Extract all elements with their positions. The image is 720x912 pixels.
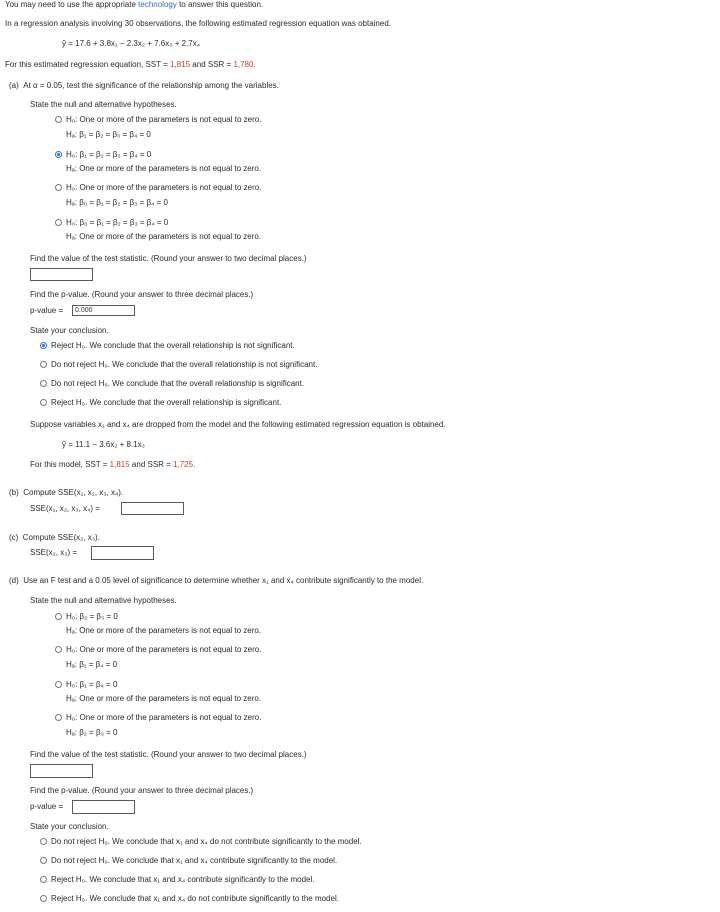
period: . xyxy=(253,60,256,69)
radio-button[interactable] xyxy=(40,895,47,902)
part-a-stat-prompt: Find the value of the test statistic. (Round your answer to two decimal places.) xyxy=(30,254,307,263)
part-d-option-3[interactable] xyxy=(55,680,117,690)
part-d-conclusion-3[interactable] xyxy=(40,875,315,885)
part-b-label: (b) xyxy=(9,488,19,497)
radio-button[interactable] xyxy=(40,380,47,387)
part-d-conclusion-4[interactable] xyxy=(40,894,339,904)
part-a-pval-prompt: Find the p-value. (Round your answer to three decimal places.) xyxy=(30,290,254,299)
radio-button[interactable] xyxy=(55,116,62,123)
part-a-hyp-prompt: State the null and alternative hypotheses. xyxy=(30,100,177,109)
part-b-field-label: SSE(x₁, x₂, x₃, x₄) = xyxy=(30,504,100,513)
part-c-field-label: SSE(x₂, x₃) = xyxy=(30,548,78,557)
h0-text: H₀: β₂ = β₃ = 0 xyxy=(66,612,118,621)
conclusion-text: Do not reject H₀. We conclude that the overall relationship is not significant. xyxy=(51,360,318,369)
conclusion-text: Do not reject H₀. We conclude that x₁ and x₄ contribute significantly to the model. xyxy=(51,856,338,865)
radio-button[interactable] xyxy=(40,399,47,406)
conclusion-text: Do not reject H₀. We conclude that the overall relationship is significant. xyxy=(51,379,305,388)
part-c-label: (c) xyxy=(9,533,19,542)
radio-button[interactable] xyxy=(55,646,62,653)
conclusion-text: Reject H₀. We conclude that the overall relationship is not significant. xyxy=(51,341,295,350)
sst-value: 1,815 xyxy=(109,460,130,469)
part-d-option-1[interactable] xyxy=(55,612,118,622)
part-d-test-statistic-input[interactable] xyxy=(30,764,93,778)
part-d-conclusion-1[interactable] xyxy=(40,837,362,847)
part-a-prompt: At α = 0.05, test the significance of the relationship among the variables. xyxy=(23,81,279,90)
part-c-header xyxy=(9,533,100,543)
part-a-test-statistic-input[interactable] xyxy=(30,268,93,281)
radio-button[interactable] xyxy=(55,681,62,688)
radio-button-selected[interactable] xyxy=(55,151,62,158)
part-d-option-2[interactable] xyxy=(55,645,261,655)
h0-text: H₀: β₁ = β₄ = 0 xyxy=(66,680,118,689)
reduced-equation: ŷ = 11.1 − 3.6x₂ + 8.1x₃ xyxy=(62,440,145,449)
part-a-conclusion-4[interactable] xyxy=(40,398,281,408)
h0-text: H₀: β₀ = β₁ = β₂ = β₃ = β₄ = 0 xyxy=(66,218,169,227)
part-d-pval-prompt: Find the p-value. (Round your answer to three decimal places.) xyxy=(30,786,254,795)
intro-line-2: In a regression analysis involving 30 observations, the following estimated regression equation was obtained. xyxy=(5,19,392,28)
sst-ssr-line xyxy=(5,60,256,70)
ha-text: Hₐ: One or more of the parameters is not equal to zero. xyxy=(66,232,262,241)
conclusion-text: Reject H₀. We conclude that x₁ and x₄ contribute significantly to the model. xyxy=(51,875,315,884)
h0-text: H₀: One or more of the parameters is not equal to zero. xyxy=(66,183,262,192)
part-a-conclusion-2[interactable] xyxy=(40,360,317,370)
part-d-header xyxy=(9,576,423,586)
sst-label: For this model, SST = xyxy=(30,460,110,469)
radio-button[interactable] xyxy=(40,876,47,883)
sst-value: 1,815 xyxy=(170,60,191,69)
ssr-label: and SSR = xyxy=(129,460,174,469)
regression-equation: ŷ = 17.6 + 3.8x₁ − 2.3x₂ + 7.6x₃ + 2.7x₄ xyxy=(62,39,200,48)
ssr-label: and SSR = xyxy=(190,60,234,69)
sse-full-input[interactable] xyxy=(121,502,184,515)
reduced-sst-ssr-line xyxy=(30,460,195,470)
part-c-prompt: Compute SSE(x₂, x₃). xyxy=(22,533,100,542)
reduced-model-text: Suppose variables x₁ and x₄ are dropped from the model and the following estimated regression equation is obtained. xyxy=(30,420,446,429)
part-a-pval-label: p-value = xyxy=(30,306,64,315)
part-d-hyp-prompt: State the null and alternative hypotheses. xyxy=(30,596,177,605)
radio-button-selected[interactable] xyxy=(40,342,47,349)
radio-button[interactable] xyxy=(40,857,47,864)
part-a-conclusion-3[interactable] xyxy=(40,379,304,389)
sse-reduced-input[interactable] xyxy=(91,546,154,560)
conclusion-text: Reject H₀. We conclude that x₁ and x₄ do not contribute significantly to the model. xyxy=(51,894,339,903)
h0-text: H₀: β₁ = β₂ = β₃ = β₄ = 0 xyxy=(66,150,152,159)
part-a-option-1[interactable] xyxy=(55,115,261,125)
part-a-concl-prompt: State your conclusion. xyxy=(30,326,109,335)
part-b-header xyxy=(9,488,123,498)
part-d-concl-prompt: State your conclusion. xyxy=(30,822,109,831)
ssr-value: 1,780 xyxy=(233,60,254,69)
conclusion-text: Do not reject H₀. We conclude that x₁ and x₄ do not contribute significantly to the model. xyxy=(51,837,362,846)
ha-text: Hₐ: β₁ = β₄ = 0 xyxy=(66,660,118,669)
part-a-option-3[interactable] xyxy=(55,183,261,193)
h0-text: H₀: One or more of the parameters is not equal to zero. xyxy=(66,645,262,654)
conclusion-text: Reject H₀. We conclude that the overall relationship is significant. xyxy=(51,398,282,407)
h0-text: H₀: One or more of the parameters is not equal to zero. xyxy=(66,115,262,124)
part-d-prompt: Use an F test and a 0.05 level of significance to determine whether x₁ and x₄ contribute significantly to the model. xyxy=(23,576,424,585)
ha-text: Hₐ: One or more of the parameters is not equal to zero. xyxy=(66,626,262,635)
ha-text: Hₐ: β₁ = β₂ = β₃ = β₄ = 0 xyxy=(66,130,151,139)
part-a-option-2[interactable] xyxy=(55,150,151,160)
ha-text: Hₐ: β₀ = β₁ = β₂ = β₃ = β₄ = 0 xyxy=(66,198,168,207)
radio-button[interactable] xyxy=(55,714,62,721)
part-a-option-4[interactable] xyxy=(55,218,168,228)
radio-button[interactable] xyxy=(55,184,62,191)
intro-text: You may need to use the appropriate xyxy=(5,0,139,9)
ha-text: Hₐ: One or more of the parameters is not equal to zero. xyxy=(66,164,262,173)
radio-button[interactable] xyxy=(40,361,47,368)
intro-line-1 xyxy=(5,0,263,10)
part-d-option-4[interactable] xyxy=(55,713,261,723)
part-a-conclusion-1[interactable] xyxy=(40,341,295,351)
h0-text: H₀: One or more of the parameters is not equal to zero. xyxy=(66,713,262,722)
radio-button[interactable] xyxy=(55,613,62,620)
sst-label: For this estimated regression equation, SST = xyxy=(5,60,171,69)
ha-text: Hₐ: β₂ = β₃ = 0 xyxy=(66,728,118,737)
part-a-label: (a) xyxy=(9,81,19,90)
part-d-label: (d) xyxy=(9,576,19,585)
ssr-value: 1,725 xyxy=(173,460,194,469)
part-d-stat-prompt: Find the value of the test statistic. (Round your answer to two decimal places.) xyxy=(30,750,307,759)
period: . xyxy=(193,460,196,469)
part-a-pvalue-input[interactable]: 0.000 xyxy=(72,305,135,316)
part-d-pval-label: p-value = xyxy=(30,802,64,811)
part-a-header xyxy=(9,81,279,91)
ha-text: Hₐ: One or more of the parameters is not equal to zero. xyxy=(66,694,262,703)
part-d-pvalue-input[interactable] xyxy=(72,800,135,814)
part-d-conclusion-2[interactable] xyxy=(40,856,337,866)
technology-link[interactable]: technology xyxy=(138,0,177,9)
part-b-prompt: Compute SSE(x₁, x₂, x₃, x₄). xyxy=(23,488,124,497)
radio-button[interactable] xyxy=(40,838,47,845)
radio-button[interactable] xyxy=(55,219,62,226)
intro-text-end: to answer this question. xyxy=(176,0,264,9)
